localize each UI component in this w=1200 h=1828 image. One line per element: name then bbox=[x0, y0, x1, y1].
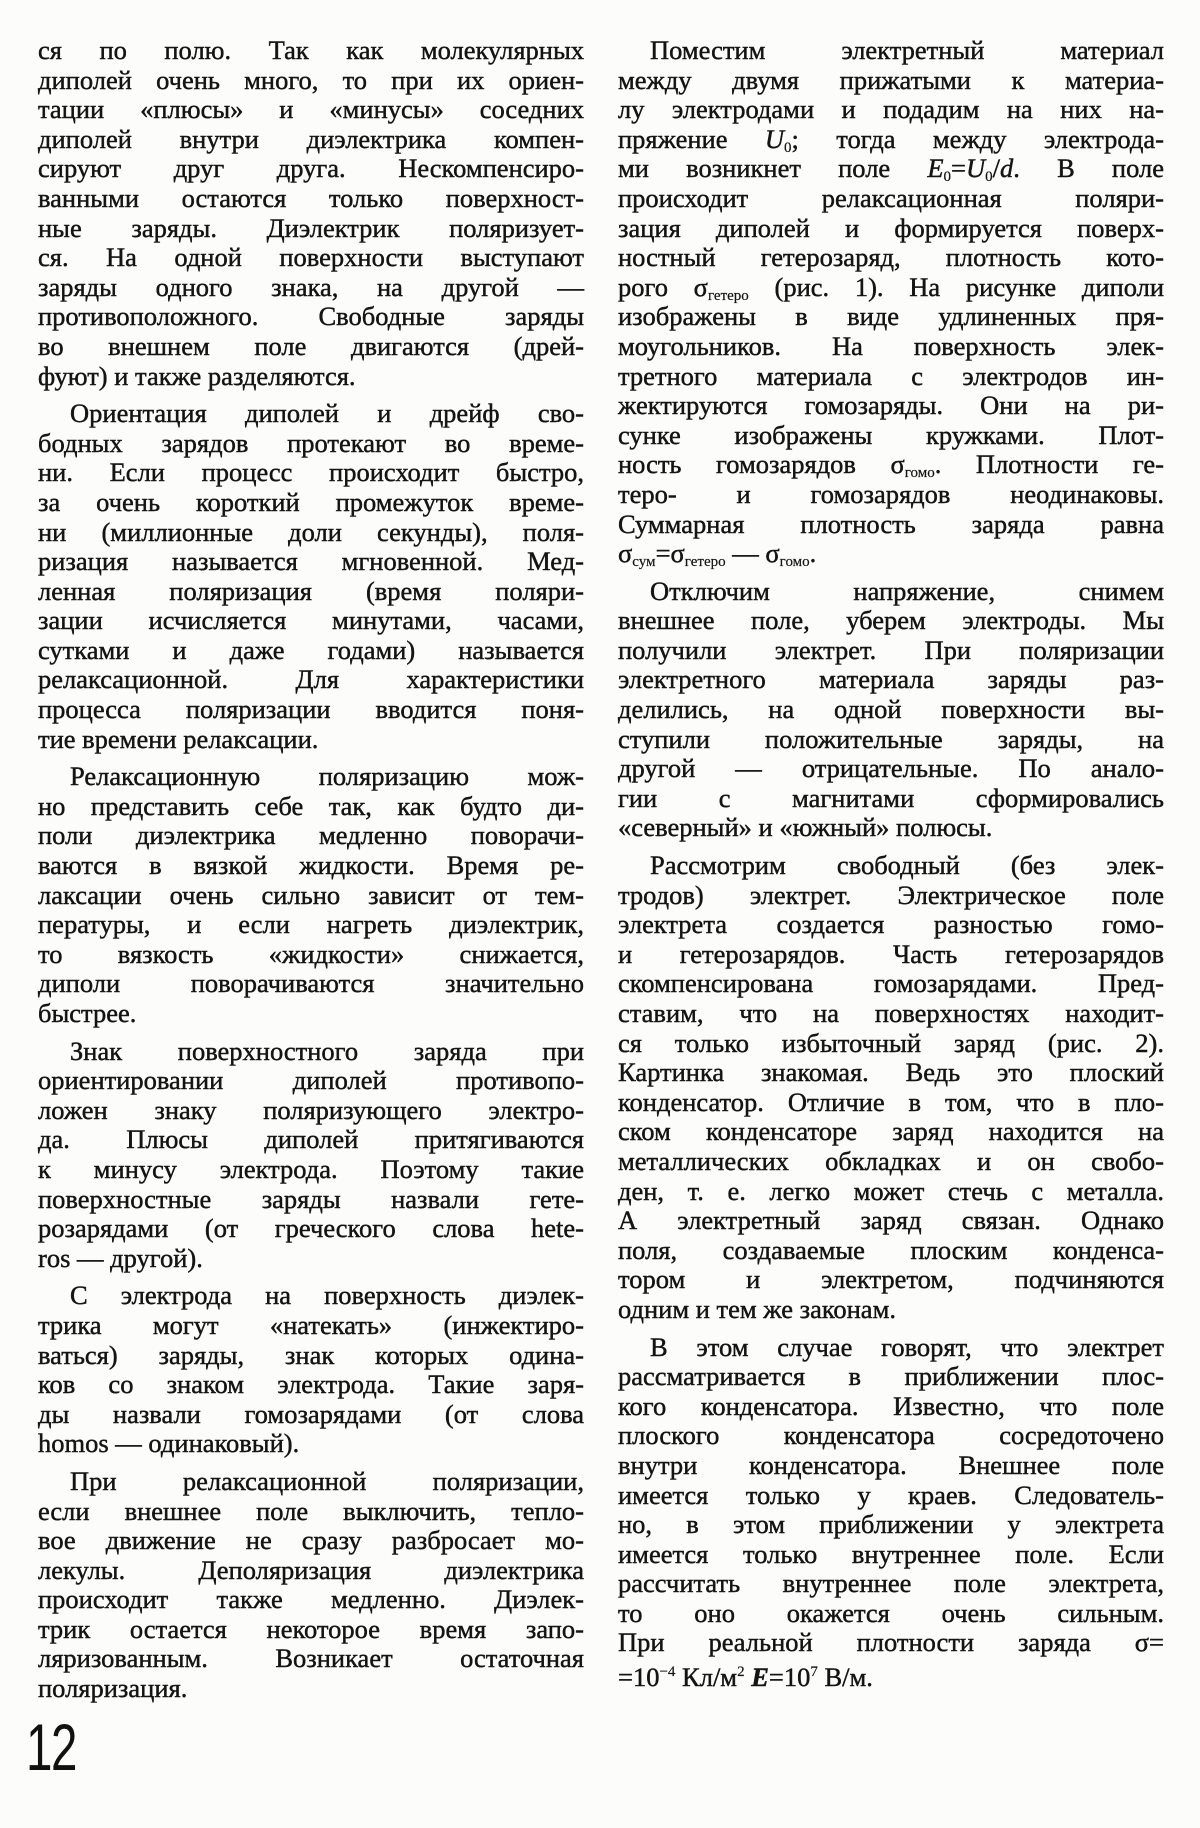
superscript: −4 bbox=[659, 1664, 676, 1681]
text-line: поверхностные заряды назвали гете- bbox=[38, 1183, 584, 1214]
text-line: тродов) электрет. Электрическое поле bbox=[618, 879, 1164, 910]
text-line: и гетерозарядов. Часть гетерозарядов bbox=[618, 938, 1164, 969]
text-segment: E bbox=[751, 1662, 769, 1693]
text-line: ваются в вязкой жидкости. Время ре- bbox=[38, 850, 584, 881]
text-line: ностный гетерозаряд, плотность кото- bbox=[618, 242, 1164, 273]
paragraph bbox=[38, 36, 584, 391]
text-line: заряды одного знака, на другой — bbox=[38, 271, 584, 302]
text-line bbox=[618, 450, 1164, 480]
text-line: рассчитать внутреннее поле электрета, bbox=[618, 1568, 1164, 1599]
text-line: ни. Если процесс происходит быстро, bbox=[38, 457, 584, 488]
text-segment: — σ bbox=[725, 538, 780, 569]
text-line: зации исчисляется минутами, часами, bbox=[38, 605, 584, 636]
text-line: ся только избыточный заряд (рис. 2). bbox=[618, 1027, 1164, 1058]
text-line: ни (миллионные доли секунды), поля- bbox=[38, 516, 584, 547]
text-line: поляризация. bbox=[38, 1673, 188, 1704]
text-line: одним и тем же законам. bbox=[618, 1293, 896, 1324]
text-line: бодных зарядов протекают во време- bbox=[38, 427, 584, 458]
text-line: зация диполей и формируется поверх- bbox=[618, 212, 1164, 243]
text-line: «северный» и «южный» полюсы. bbox=[618, 812, 993, 843]
text-line bbox=[618, 1658, 1164, 1693]
text-column-left bbox=[38, 36, 584, 1712]
text-line: третного материала с электродов ин- bbox=[618, 360, 1164, 391]
text-line: ложен знаку поляризующего электро- bbox=[38, 1094, 584, 1125]
text-line: имеется только внутреннее поле. Если bbox=[618, 1538, 1164, 1569]
text-line: ризация называется мгновенной. Мед- bbox=[38, 546, 584, 577]
text-segment: E bbox=[927, 153, 944, 184]
text-line: сутками и даже годами) называется bbox=[38, 634, 584, 665]
text-line: ден, т. е. легко может стечь с металла. bbox=[618, 1175, 1164, 1206]
text-line: С электрода на поверхность диэлек- bbox=[70, 1280, 584, 1311]
subscript: гетеро bbox=[707, 287, 749, 304]
paragraph bbox=[38, 1467, 584, 1704]
text-line: моугольников. На поверхность элек- bbox=[618, 330, 1164, 361]
text-line: внешнее поле, уберем электроды. Мы bbox=[618, 605, 1164, 636]
text-line: диполей очень много, то при их ориен- bbox=[38, 64, 584, 95]
text-segment: σ bbox=[618, 538, 633, 569]
text-line: диполи поворачиваются значительно bbox=[38, 968, 584, 999]
text-segment: рого σ bbox=[618, 271, 708, 302]
text-line: другой — отрицательные. По анало- bbox=[618, 753, 1164, 784]
text-line: получили электрет. При поляризации bbox=[618, 634, 1164, 665]
text-line: конденсатор. Отличие в том, что в пло- bbox=[618, 1086, 1164, 1117]
paragraph bbox=[38, 1037, 584, 1274]
text-line: за очень короткий промежуток време- bbox=[38, 486, 584, 517]
text-line: тации «плюсы» и «минусы» соседних bbox=[38, 94, 584, 125]
text-line: да. Плюсы диполей притягиваются bbox=[38, 1124, 584, 1155]
text-line: быстрее. bbox=[38, 998, 137, 1028]
text-line: то оно окажется очень сильным. bbox=[618, 1597, 1164, 1628]
text-line: происходит также медленно. Диэлек- bbox=[38, 1584, 584, 1615]
text-line: ступили положительные заряды, на bbox=[618, 723, 1164, 754]
text-line: лекулы. Деполяризация диэлектрика bbox=[38, 1554, 584, 1585]
text-line: Суммарная плотность заряда равна bbox=[618, 508, 1164, 539]
text-line: ся по полю. Так как молекулярных bbox=[38, 35, 584, 65]
text-line: ставим, что на поверхностях находит- bbox=[618, 998, 1164, 1028]
text-line: Картинка знакомая. Ведь это плоский bbox=[618, 1057, 1164, 1088]
text-line: Ориентация диполей и дрейф сво- bbox=[70, 398, 584, 429]
text-line: ся. На одной поверхности выступают bbox=[38, 242, 584, 273]
text-line: скомпенсирована гомозарядами. Пред- bbox=[618, 968, 1164, 999]
text-line: При реальной плотности заряда σ= bbox=[618, 1627, 1164, 1658]
text-line: ленная поляризация (время поляри- bbox=[38, 575, 584, 606]
text-line: но, в этом приближении у электрета bbox=[618, 1509, 1164, 1540]
paragraph bbox=[618, 577, 1164, 843]
text-segment: ; тогда между электрода- bbox=[791, 123, 1164, 154]
text-line: теро- и гомозарядов неодинаковы. bbox=[618, 478, 1164, 509]
text-line: розарядами (от греческого слова hete- bbox=[38, 1213, 584, 1244]
text-segment: =10 bbox=[618, 1662, 660, 1693]
text-line: делились, на одной поверхности вы- bbox=[618, 694, 1164, 725]
text-line: к минусу электрода. Поэтому такие bbox=[38, 1153, 584, 1184]
subscript: гомо bbox=[904, 465, 935, 482]
text-line: сируют друг друга. Нескомпенсиро- bbox=[38, 153, 584, 184]
text-segment: . Плотности ге- bbox=[934, 449, 1164, 480]
text-line: ды назвали гомозарядами (от слова bbox=[38, 1398, 584, 1429]
text-line: если внешнее поле выключить, тепло- bbox=[38, 1495, 584, 1526]
text-segment: =10 bbox=[768, 1662, 811, 1693]
subscript: 0 bbox=[784, 139, 792, 156]
text-segment: . В поле bbox=[1013, 153, 1164, 184]
text-line: поля, создаваемые плоским конденса- bbox=[618, 1234, 1164, 1265]
text-line: ском конденсаторе заряд находится на bbox=[618, 1116, 1164, 1147]
text-line: имеется только у краев. Следователь- bbox=[618, 1479, 1164, 1510]
text-line bbox=[618, 154, 1164, 184]
text-line: тие времени релаксации. bbox=[38, 723, 319, 754]
text-line: Знак поверхностного заряда при bbox=[70, 1035, 584, 1066]
text-line: между двумя прижатыми к материа- bbox=[618, 64, 1164, 95]
text-line: homos — одинаковый). bbox=[38, 1428, 300, 1459]
subscript: сум bbox=[632, 554, 656, 571]
text-line bbox=[618, 273, 1164, 303]
text-segment: U bbox=[966, 153, 986, 184]
text-line: А электретный заряд связан. Однако bbox=[618, 1205, 1164, 1236]
text-line: поли диэлектрика медленно поворачи- bbox=[38, 820, 584, 851]
text-line: то вязкость «жидкости» снижается, bbox=[38, 938, 584, 969]
text-segment: / bbox=[992, 153, 1001, 184]
text-segment: . bbox=[809, 538, 817, 569]
text-segment: = bbox=[951, 153, 966, 184]
subscript: гетеро bbox=[684, 554, 726, 571]
text-segment: ми возникнет поле bbox=[618, 153, 928, 184]
text-line: электретного материала заряды раз- bbox=[618, 664, 1164, 695]
text-line: Рассмотрим свободный (без элек- bbox=[650, 850, 1164, 881]
text-segment: d bbox=[1000, 153, 1014, 184]
text-line: Отключим напряжение, снимем bbox=[650, 575, 1164, 606]
text-line: ros — другой). bbox=[38, 1242, 203, 1273]
text-line: изображены в виде удлиненных пря- bbox=[618, 301, 1164, 332]
superscript: 2 bbox=[737, 1664, 745, 1681]
text-line: При релаксационной поляризации, bbox=[70, 1465, 584, 1496]
paragraph bbox=[38, 399, 584, 754]
text-line: сунке изображены кружками. Плот- bbox=[618, 419, 1164, 450]
text-line: В этом случае говорят, что электрет bbox=[650, 1331, 1164, 1362]
text-line: электрета создается разностью гомо- bbox=[618, 909, 1164, 940]
text-segment: Кл/м bbox=[675, 1662, 738, 1693]
subscript: 0 bbox=[985, 169, 993, 186]
paragraph bbox=[618, 1331, 1164, 1693]
text-line: пературы, и если нагреть диэлектрик, bbox=[38, 909, 584, 940]
text-line: ориентировании диполей противопо- bbox=[38, 1065, 584, 1096]
text-line: ванными остаются только поверхност- bbox=[38, 182, 584, 213]
subscript: гомо bbox=[779, 554, 810, 571]
text-line: релаксационной. Для характеристики bbox=[38, 664, 584, 695]
text-line: лаксации очень сильно зависит от тем- bbox=[38, 879, 584, 910]
page-number: 12 bbox=[26, 1710, 76, 1784]
text-segment: U bbox=[764, 123, 784, 154]
text-line: процесса поляризации вводится поня- bbox=[38, 694, 584, 725]
text-line: трика могут «натекать» (инжектиро- bbox=[38, 1309, 584, 1340]
text-line bbox=[618, 539, 1164, 569]
text-line: ные заряды. Диэлектрик поляризует- bbox=[38, 212, 584, 243]
text-line: вое движение не сразу разбросает мо- bbox=[38, 1525, 584, 1556]
text-segment: (рис. 1). На рисунке диполи bbox=[748, 271, 1164, 302]
text-line: трик остается некоторое время запо- bbox=[38, 1613, 584, 1644]
text-segment: В/м. bbox=[817, 1662, 873, 1693]
text-line: внутри конденсатора. Внешнее поле bbox=[618, 1449, 1164, 1480]
text-line: фуют) и также разделяются. bbox=[38, 360, 356, 391]
superscript: 7 bbox=[810, 1664, 818, 1681]
paragraph bbox=[618, 36, 1164, 569]
text-line: рассматривается в приближении плос- bbox=[618, 1361, 1164, 1392]
text-line: Поместим электретный материал bbox=[650, 35, 1164, 65]
text-line: ляризованным. Возникает остаточная bbox=[38, 1643, 584, 1674]
paragraph bbox=[618, 851, 1164, 1325]
text-segment: пряжение bbox=[618, 123, 765, 154]
text-line: тором и электретом, подчиняются bbox=[618, 1264, 1164, 1295]
text-line: ков со знаком электрода. Такие заря- bbox=[38, 1369, 584, 1400]
text-line: гии с магнитами сформировались bbox=[618, 782, 1164, 813]
text-line: противоположного. Свободные заряды bbox=[38, 301, 584, 332]
text-line: происходит релаксационная поляри- bbox=[618, 182, 1164, 213]
text-line: жектируются гомозаряды. Они на ри- bbox=[618, 390, 1164, 421]
text-line: плоского конденсатора сосредоточено bbox=[618, 1420, 1164, 1451]
text-segment: =σ bbox=[655, 538, 685, 569]
text-line: лу электродами и подадим на них на- bbox=[618, 94, 1164, 125]
paragraph bbox=[38, 762, 584, 1028]
subscript: 0 bbox=[943, 169, 952, 186]
paragraph bbox=[38, 1281, 584, 1459]
text-line: ваться) заряды, знак которых одина- bbox=[38, 1339, 584, 1370]
text-line: но представить себе так, как будто ди- bbox=[38, 790, 584, 821]
text-line: Релаксационную поляризацию мож- bbox=[70, 761, 584, 792]
text-segment: ность гомозарядов σ bbox=[618, 449, 905, 480]
text-line: металлических обкладках и он свобо- bbox=[618, 1145, 1164, 1176]
text-line: кого конденсатора. Известно, что поле bbox=[618, 1390, 1164, 1421]
text-line bbox=[618, 125, 1164, 155]
text-line: во внешнем поле двигаются (дрей- bbox=[38, 330, 584, 361]
text-column-right bbox=[618, 36, 1164, 1696]
text-line: диполей внутри диэлектрика компен- bbox=[38, 123, 584, 154]
